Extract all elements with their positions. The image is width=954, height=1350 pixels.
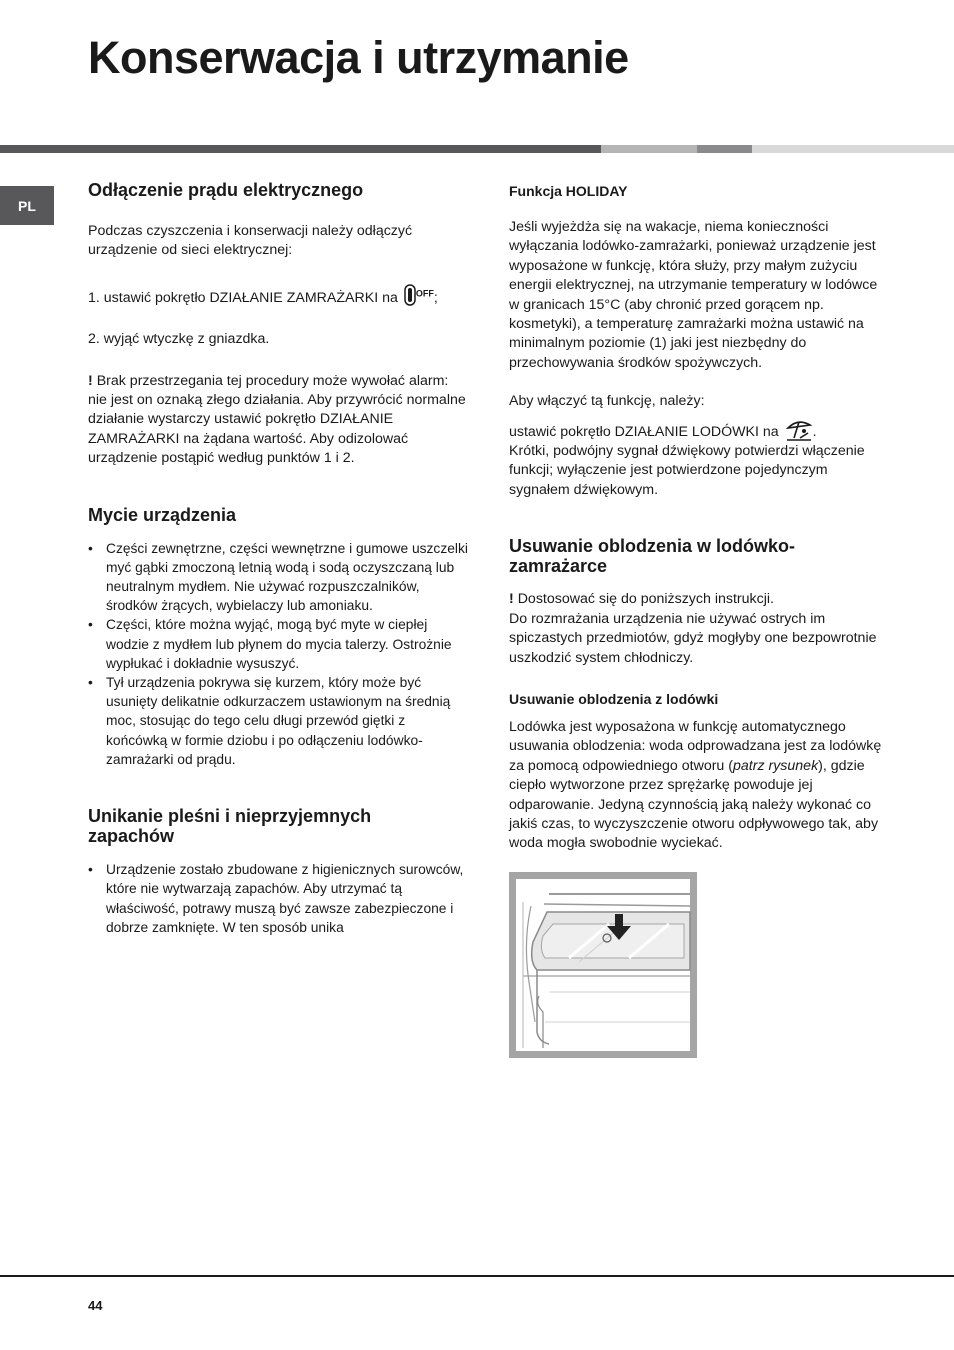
header-band-pale [752, 145, 954, 153]
bullet-icon: • [88, 540, 93, 556]
bullet-icon: • [88, 617, 93, 633]
section-heading-defrost: Usuwanie oblodzenia w lodówko-zamrażarce [509, 536, 796, 577]
bullet-icon: • [88, 675, 93, 691]
power-step-1 [88, 284, 468, 308]
header-band-light [601, 145, 697, 153]
holiday-set-end: . [812, 423, 817, 440]
defrost-warning [509, 590, 889, 668]
defrost-fridge-text: Lodówka jest wyposażona w funkcję automatycznego usuwania oblodzenia: woda odprowadzana jest za lodówkę za pomocą odpowiedniego otworu (patrz rysunek), gdzie ciepło wytworzone przez sprężarkę powoduje jej odparowanie. Jedyną czynnością jaką należy wykonać co jakiś czas, to wyczyszczenie otworu odpływowego tak, aby woda mogła swobodnie wyciekać. [509, 718, 882, 852]
section-heading-power: Odłączenie prądu elektrycznego [88, 180, 364, 200]
language-tab: PL [0, 186, 54, 225]
warning-mark-icon: ! [88, 372, 93, 389]
list-item: • Części zewnętrzne, części wewnętrzne i gumowe uszczelki myć gąbki zmoczoną letnią wodą i sodą oczyszczaną lub neutralnym mydłem. Nie używać rozpuszczalników, środków żrących, wybielaczy lub amoniaku. [88, 540, 468, 614]
knob-off-icon [404, 284, 416, 306]
defrost-text: Do rozmrażania urządzenia nie używać ostrych im spiczastych przedmiotów, gdyż mogłyby one bezpowrotnie uszkodzić system chłodniczy. [509, 610, 877, 666]
fridge-drain-illustration [509, 872, 697, 1058]
fridge-interior-drawing [509, 872, 697, 1058]
section-heading-mold: Unikanie pleśni i nieprzyjemnych zapachów [88, 806, 372, 847]
defrost-fridge-heading: Usuwanie oblodzenia z lodówki [509, 690, 719, 707]
list-item: • Tył urządzenia pokrywa się kurzem, który może być usunięty delikatnie odkurzaczem ustawionym na średnią moc, stosując do tego celu długi przewód giętki z końcówką w formie dziobu i po odłączeniu lodówko-zamrażarki od prądu. [88, 675, 451, 767]
cleaning-list [88, 539, 468, 769]
power-warning [88, 372, 468, 469]
section-heading-cleaning: Mycie urządzenia [88, 504, 237, 525]
power-warning-text: Brak przestrzegania tej procedury może wywołać alarm: nie jest on oznaką złego działania. Aby przywrócić normalne działanie wystarczy ustawić pokrętło DZIAŁANIE ZAMRAŻARKI na żądana wartość. Aby odizolować urządzenie postąpić według punktów 1 i 2. [88, 372, 466, 467]
page-title: Konserwacja i utrzymanie [88, 32, 629, 83]
holiday-confirm: Krótki, podwójny sygnał dźwiękowy potwierdzi włączenie funkcji; wyłączenie jest potwierdzone pojedynczym sygnałem dźwiękowym. [509, 443, 865, 498]
holiday-heading: Funkcja HOLIDAY [509, 183, 628, 199]
bullet-icon: • [88, 862, 93, 878]
power-step-1-end: ; [433, 289, 438, 306]
holiday-enable: Aby włączyć tą funkcję, należy: [509, 393, 705, 410]
off-label: OFF [415, 288, 434, 299]
power-step-2: 2. wyjąć wtyczkę z gniazdka. [88, 331, 270, 348]
figure-reference: patrz rysunek [733, 757, 819, 774]
power-intro: Podczas czyszczenia i konserwacji należy odłączyć urządzenie od sieci elektrycznej: [88, 223, 413, 259]
footer-rule [0, 1275, 954, 1277]
list-item: • Urządzenie zostało zbudowane z higienicznych surowców, które nie wytwarzają zapachów. Aby utrzymać tą właściwość, potrawy muszą być zawsze zabezpieczone i dobrze zamknięte. W ten sposób unika [88, 862, 464, 935]
header-band-mid [697, 145, 752, 153]
holiday-set-text: ustawić pokrętło DZIAŁANIE LODÓWKI na [509, 423, 779, 440]
list-item: • Części, które można wyjąć, mogą być myte w ciepłej wodzie z mydłem lub płynem do mycia talerzy. Ostrożnie wypłukać i dokładnie wysuszyć. [88, 617, 452, 671]
left-column [88, 178, 468, 937]
header-band-dark [0, 145, 601, 153]
page-number: 44 [88, 1298, 103, 1313]
holiday-text: Jeśli wyjeżdża się na wakacje, niema konieczności wyłączania lodówko-zamrażarki, ponieważ urządzenie jest wyposażone w funkcję, która służy, przy małym zużyciu energii elektrycznej, na utrzymanie temperatury w lodówce w granicach 15°C (aby chronić przed gorącem np. kosmetyki), a temperaturę zamrażarki można ustawić na minimalnym poziomie (1) jaki jest niezbędny do przechowywania środków spożywczych. [509, 219, 878, 371]
defrost-warning-text: Dostosować się do poniższych instrukcji. [517, 591, 774, 608]
holiday-umbrella-icon [785, 418, 813, 442]
mold-list [88, 860, 468, 937]
holiday-set [509, 418, 889, 501]
right-column [509, 178, 889, 854]
power-step-1-text: 1. ustawić pokrętło DZIAŁANIE ZAMRAŻARKI na [88, 289, 398, 306]
warning-mark-icon: ! [509, 591, 514, 608]
